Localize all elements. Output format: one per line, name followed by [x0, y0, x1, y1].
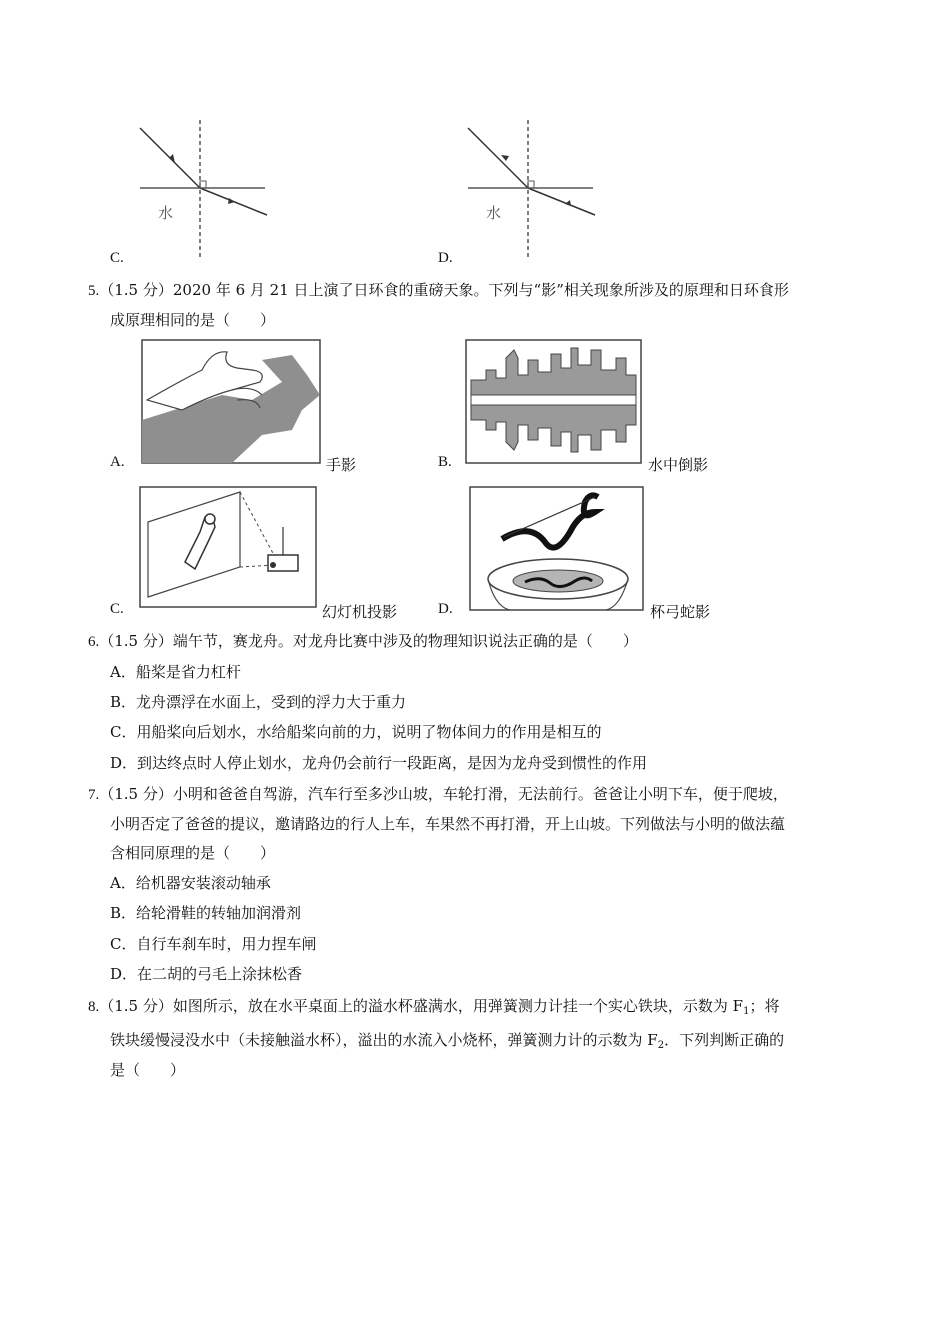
q8-line2 [110, 1030, 784, 1056]
q8-sub-2: 2 [657, 1040, 665, 1051]
option-a-label-q5: A. [110, 454, 125, 470]
q6-option-a[interactable]: A．船桨是省力杠杆 [110, 663, 241, 681]
q7-text-1: 小明和爸爸自驾游，汽车行至多沙山坡，车轮打滑，无法前行。爸爸让小明下车，便于爬坡， [172, 785, 788, 803]
option-c-label-q4: C. [110, 250, 124, 266]
q8-number: 8. [88, 999, 100, 1015]
option-c-label-q5: C. [110, 601, 124, 617]
q5-score: （1.5 分） [99, 281, 173, 299]
option-d-label-q5: D. [438, 601, 453, 617]
q8-line1 [88, 996, 779, 1022]
q7-option-c[interactable]: C．自行车刹车时，用力捏车闸 [110, 935, 317, 953]
caption-hand-shadow: 手影 [326, 456, 357, 474]
q6-option-b[interactable]: B．龙舟漂浮在水面上，受到的浮力大于重力 [110, 693, 407, 711]
caption-water-reflection: 水中倒影 [648, 456, 709, 474]
q7-option-b[interactable]: B．给轮滑鞋的转轴加润滑剂 [110, 904, 302, 922]
q6-option-c[interactable]: C．用船桨向后划水，水给船桨向前的力，说明了物体间力的作用是相互的 [110, 723, 602, 741]
hand-shadow-picture [142, 340, 322, 465]
refraction-diagram-c [135, 120, 275, 260]
water-label-c: 水 [158, 204, 174, 222]
q7-option-d[interactable]: D．在二胡的弓毛上涂抹松香 [110, 965, 303, 983]
q6-stem [88, 631, 638, 652]
option-b-label-q5: B. [438, 454, 452, 470]
bow-in-cup-picture [470, 487, 648, 612]
caption-bow-in-cup: 杯弓蛇影 [650, 603, 711, 621]
q5-text-1: 2020 年 6 月 21 日上演了日环食的重磅天象。下列与“影”相关现象所涉及的原理和日环食形 [172, 281, 789, 299]
q6-score: （1.5 分） [99, 632, 173, 650]
q7-score: （1.5 分） [99, 785, 173, 803]
q8-text-1a: 如图所示，放在水平桌面上的溢水杯盛满水，用弹簧测力计挂一个实心铁块，示数为 F [172, 997, 744, 1015]
water-reflection-picture [466, 340, 646, 465]
q7-number: 7. [88, 787, 100, 803]
q6-option-d[interactable]: D．到达终点时人停止划水，龙舟仍会前行一段距离，是因为龙舟受到惯性的作用 [110, 754, 648, 772]
q8-sub-1: 1 [743, 1006, 750, 1017]
q8-text-2b: ．下列判断正确的 [664, 1031, 785, 1049]
q8-line3: 是（ ） [110, 1061, 186, 1079]
q6-number: 6. [88, 634, 100, 650]
slide-projector-picture [140, 487, 320, 609]
q8-text-1b: ；将 [749, 997, 780, 1015]
caption-slide-projector: 幻灯机投影 [322, 603, 398, 621]
q5-number: 5. [88, 283, 100, 299]
q8-score: （1.5 分） [99, 997, 173, 1015]
q7-line2: 小明否定了爸爸的提议，邀请路边的行人上车，车果然不再打滑，开上山坡。下列做法与小明的做法蕴 [110, 815, 786, 833]
water-label-d: 水 [486, 204, 502, 222]
q6-stem-text: 端午节，赛龙舟。对龙舟比赛中涉及的物理知识说法正确的是（ ） [172, 632, 638, 650]
q7-option-a[interactable]: A．给机器安装滚动轴承 [110, 874, 271, 892]
q8-text-2a: 铁块缓慢浸没水中（未接触溢水杯），溢出的水流入小烧杯，弹簧测力计的示数为 F [110, 1031, 658, 1049]
refraction-diagram-d [463, 120, 603, 260]
q5-line1 [88, 280, 789, 301]
q7-line1 [88, 784, 788, 805]
q5-line2: 成原理相同的是（ ） [110, 311, 276, 329]
option-d-label-q4: D. [438, 250, 453, 266]
q7-line3: 含相同原理的是（ ） [110, 844, 276, 862]
